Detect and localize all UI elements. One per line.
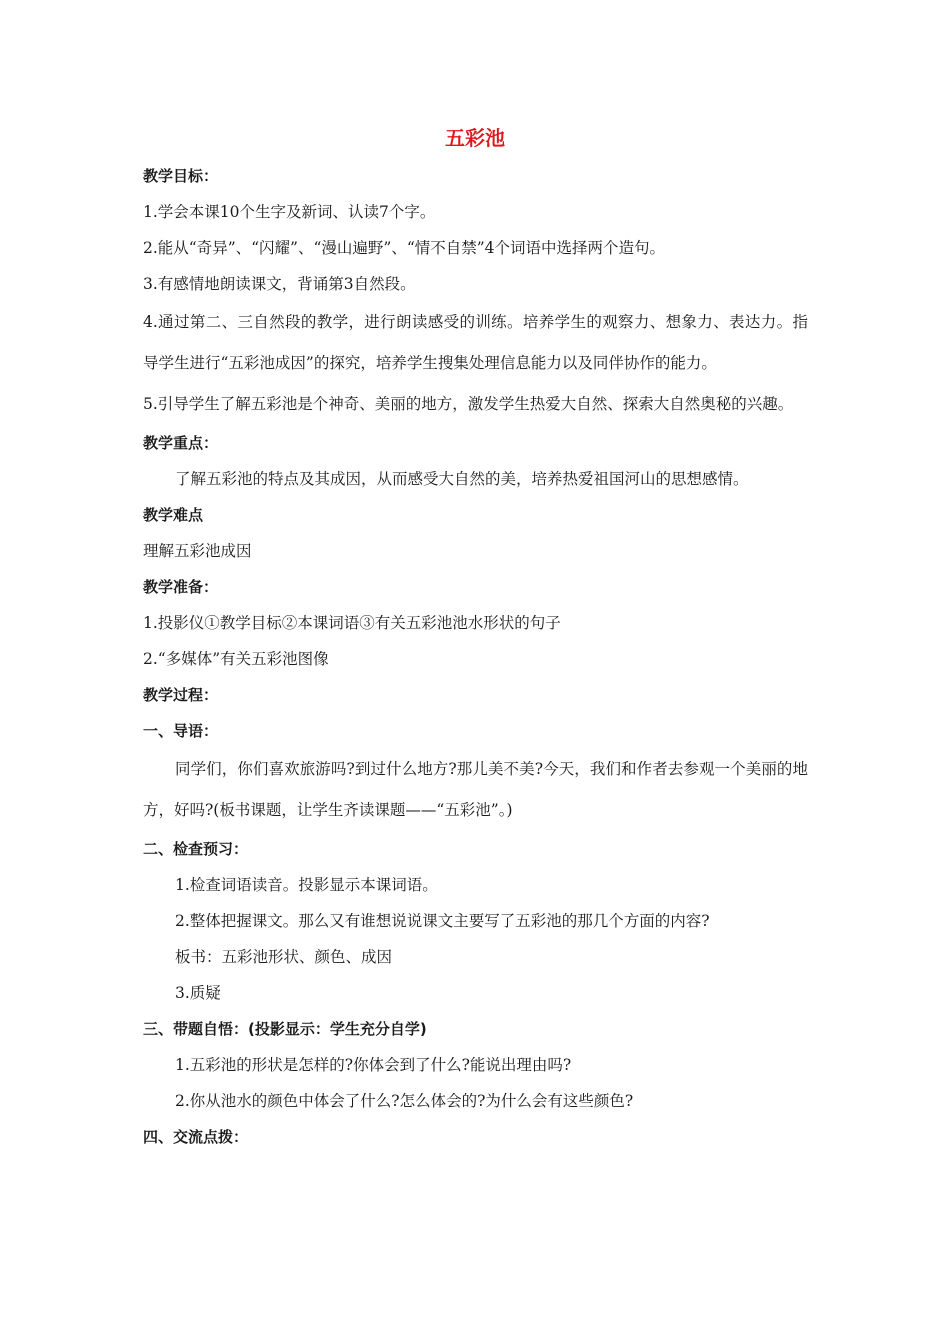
section-heading-preparation: 教学准备：	[143, 578, 219, 596]
section-heading-process: 教学过程：	[143, 686, 219, 704]
goal-item-2: 2.能从“奇异”、“闪耀”、“漫山遍野”、“情不自禁”4个词语中选择两个造句。	[143, 239, 666, 257]
preparation-item-1: 1.投影仪①教学目标②本课词语③有关五彩池池水形状的句子	[143, 614, 561, 632]
step-2-item-3: 3.质疑	[175, 984, 221, 1002]
step-1-heading: 一、导语：	[143, 722, 219, 740]
preparation-item-2: 2.“多媒体”有关五彩池图像	[143, 650, 329, 668]
goal-item-3: 3.有感情地朗读课文，背诵第3自然段。	[143, 275, 416, 293]
section-heading-difficulty: 教学难点	[143, 506, 204, 524]
difficulty-text: 理解五彩池成因	[143, 542, 252, 560]
document-title: 五彩池	[445, 126, 505, 150]
goal-item-1: 1.学会本课10个生字及新词、认读7个字。	[143, 203, 436, 221]
goal-item-5: 5.引导学生了解五彩池是个神奇、美丽的地方，激发学生热爱大自然、探索大自然奥秘的兴趣。	[143, 395, 794, 413]
key-points-text: 了解五彩池的特点及其成因，从而感受大自然的美，培养热爱祖国河山的思想感情。	[175, 470, 749, 488]
step-4-heading: 四、交流点拨：	[143, 1128, 249, 1146]
section-heading-key-points: 教学重点：	[143, 434, 219, 452]
step-3-heading: 三、带题自悟：(投影显示：学生充分自学)	[143, 1020, 427, 1038]
step-3-item-2: 2.你从池水的颜色中体会了什么?怎么体会的?为什么会有这些颜色?	[175, 1092, 634, 1110]
step-2-item-1: 1.检查词语读音。投影显示本课词语。	[175, 876, 438, 894]
document-body	[143, 158, 808, 1155]
step-2-heading: 二、检查预习：	[143, 840, 249, 858]
goal-item-4: 4.通过第二、三自然段的教学，进行朗读感受的训练。培养学生的观察力、想象力、表达力。指导学生进行“五彩池成因”的探究，培养学生搜集处理信息能力以及同伴协作的能力。	[143, 313, 808, 372]
section-heading-goals: 教学目标：	[143, 167, 219, 185]
step-3-item-1: 1.五彩池的形状是怎样的?你体会到了什么?能说出理由吗?	[175, 1056, 572, 1074]
step-1-text: 同学们，你们喜欢旅游吗?到过什么地方?那儿美不美?今天，我们和作者去参观一个美丽的地方，好吗?(板书课题，让学生齐读课题——“五彩池”。)	[143, 760, 808, 819]
step-2-item-2: 2.整体把握课文。那么又有谁想说说课文主要写了五彩池的那几个方面的内容?	[175, 912, 710, 930]
step-2-board: 板书：五彩池形状、颜色、成因	[175, 948, 393, 966]
